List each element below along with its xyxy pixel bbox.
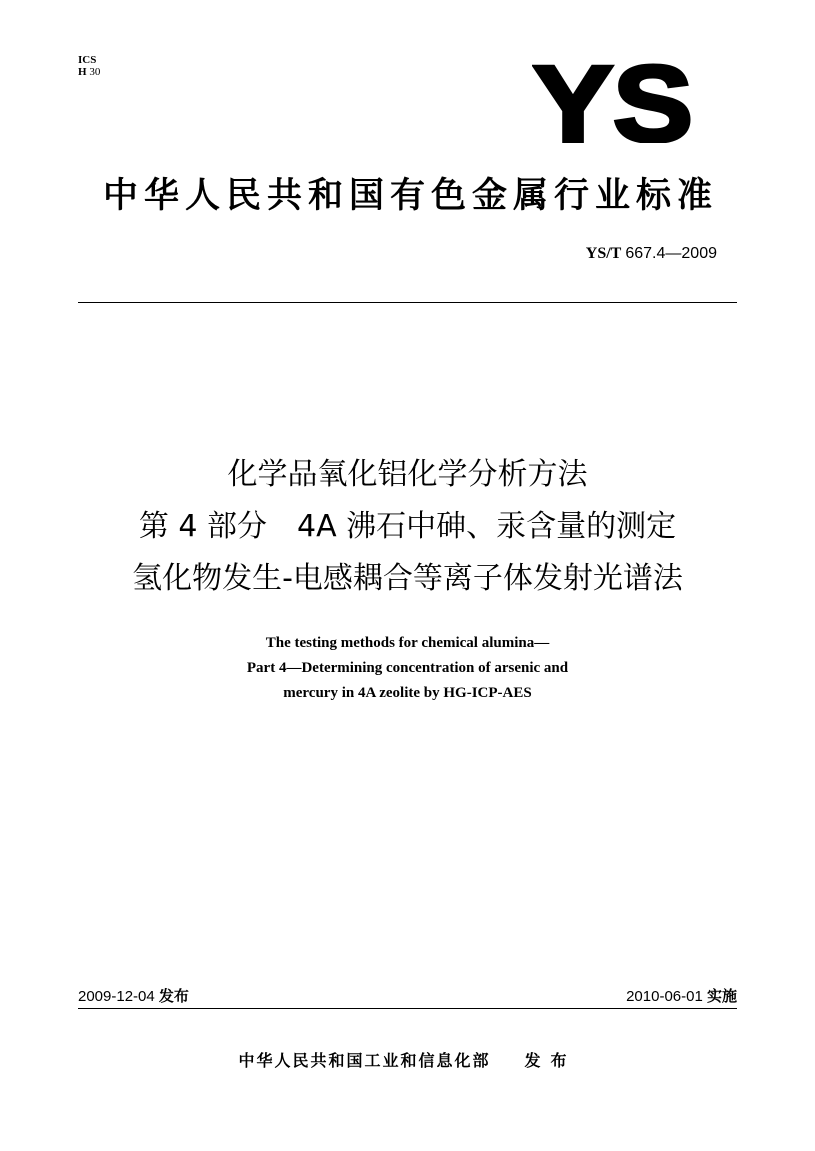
classification-number: 30 bbox=[89, 66, 101, 78]
standard-code-number: 667.4—2009 bbox=[625, 245, 717, 262]
standard-number bbox=[586, 245, 717, 263]
chinese-title-line-3: 氢化物发生-电感耦合等离子体发射光谱法 bbox=[132, 561, 683, 596]
issuer-name: 中华人民共和国工业和信息化部 bbox=[238, 1051, 491, 1070]
header-divider bbox=[78, 302, 737, 303]
ics-label: ICS bbox=[78, 54, 97, 66]
ys-logo bbox=[532, 58, 694, 143]
footer-divider bbox=[78, 1008, 737, 1009]
chinese-title-line-1: 化学品氧化铝化学分析方法 bbox=[227, 457, 588, 492]
classification-code bbox=[78, 66, 100, 78]
effective-date bbox=[626, 985, 737, 1006]
english-title-line-2: Part 4—Determining concentration of arsenic and bbox=[246, 660, 569, 676]
effective-word: 实施 bbox=[706, 987, 737, 1005]
english-title-line-1: The testing methods for chemical alumina— bbox=[265, 635, 550, 651]
issue-date bbox=[78, 985, 189, 1006]
issue-word: 发布 bbox=[158, 987, 189, 1005]
issuer-action: 发布 bbox=[524, 1051, 577, 1070]
chinese-title-line-2: 第 4 部分 4A 沸石中砷、汞含量的测定 bbox=[138, 509, 677, 544]
effective-date-value: 2010-06-01 bbox=[626, 988, 703, 1005]
ics-block bbox=[78, 54, 100, 78]
classification-prefix: H bbox=[78, 66, 87, 78]
issuer bbox=[0, 1048, 815, 1071]
issue-date-value: 2009-12-04 bbox=[78, 988, 155, 1005]
standard-organization: 中华人民共和国有色金属行业标准 bbox=[102, 176, 718, 216]
english-title-line-3: mercury in 4A zeolite by HG-ICP-AES bbox=[283, 685, 532, 701]
ys-logo-text: YS bbox=[533, 58, 693, 143]
standard-code-prefix: YS/T bbox=[585, 245, 622, 262]
